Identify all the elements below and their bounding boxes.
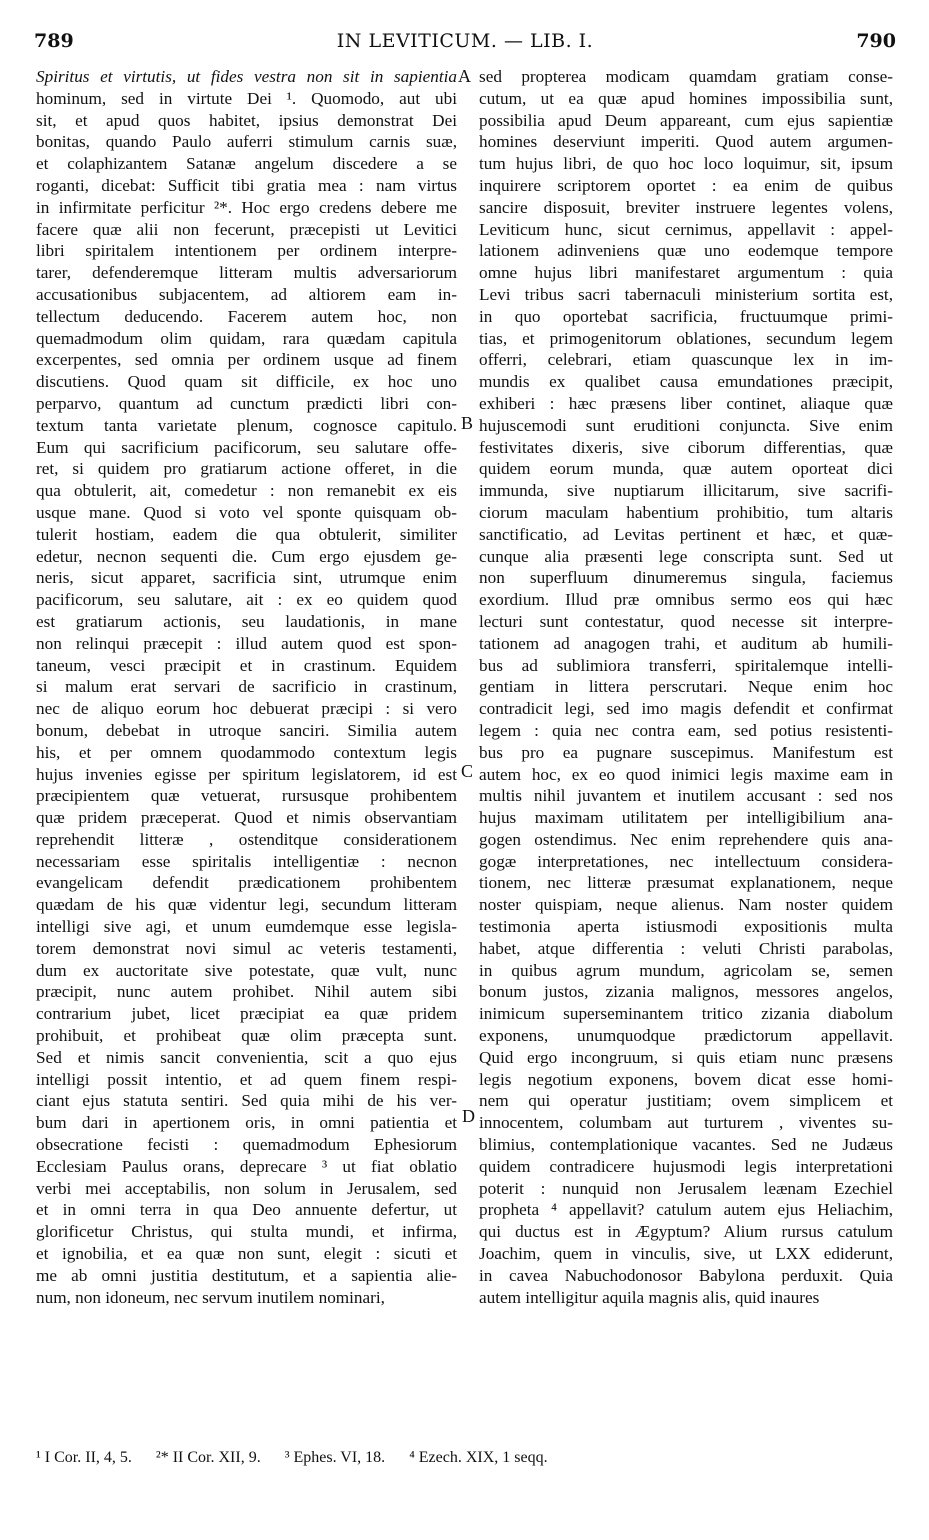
text-line: gentiam in littera perscrutari. Neque enim hoc (479, 677, 893, 697)
text-line: tellectum deducendo. Facerem autem hoc, non (36, 306, 457, 326)
text-line: tionem, nec litteræ præsumat explanationem, neque (479, 873, 893, 893)
text-line: est gratiarum actionis, seu laudationis, in mane (36, 611, 457, 631)
text-line: num, non idoneum, nec servum inutilem nominari, (36, 1287, 385, 1307)
text-line: bus pro ea pugnare suscepimus. Manifestum est (479, 742, 893, 762)
text-line: nem qui operatur justitiam; ovem simplicem et (479, 1091, 893, 1111)
text-line: taneum, vesci præcipit et in crastinum. Equidem (36, 655, 457, 675)
text-line: prohibuit, et prohibeat quæ olim præcepta sunt. (36, 1026, 457, 1046)
footnote: ⁴ Ezech. XIX, 1 seqq. (409, 1449, 548, 1466)
text-line: exponens, unumquodque prædictorum appellavit. (479, 1026, 893, 1046)
text-line: offerri, celebrari, etiam quascunque lex in im- (479, 350, 893, 370)
text-line: homines deserviunt imperiti. Quod autem argumen- (479, 132, 893, 152)
page-number-left: 789 (34, 30, 74, 52)
text-line: in cavea Nabuchodonosor Babylona perduxit. Quia (479, 1265, 893, 1285)
text-line: habet, atque differentia : veluti Christi parabolas, (479, 938, 893, 958)
text-line: quidem contradicere hujusmodi legis interpretationi (479, 1156, 893, 1176)
text-line: et colaphizantem Satanæ angelum discedere a se (36, 154, 457, 174)
text-line: si malum erat servari de sacrificio in crastinum, (36, 677, 457, 697)
text-line: ret, si quidem pro gratiarum actione offeret, in die (36, 459, 457, 479)
text-line: testimonia aperta istiusmodi expositionis multa (479, 917, 893, 937)
text-line: excerpentes, sed omnia per ordinem usque ad finem (36, 350, 457, 370)
text-line: quædam de his quæ videntur legi, secundum litteram (36, 895, 457, 915)
text-line: lationem adinveniens quæ uno eodemque tempore (479, 241, 893, 261)
text-line: torem demonstrat novi simul ac veteris testamenti, (36, 938, 457, 958)
text-line: gogæ interpretationes, nec intellectuum considera- (479, 851, 893, 871)
text-line: lecturi sunt contestatur, quod necesse sit interpre- (479, 611, 893, 631)
text-line: hujuscemodi sunt eruditioni conjuncta. Sive enim (479, 415, 893, 435)
text-line: Leviticum hunc, sicut cernimus, appellavit : appel- (479, 219, 893, 239)
text-line: quæ pridem præceperat. Quod et nimis observantiam (36, 808, 457, 828)
text-line: roganti, dicebat: Sufficit tibi gratia mea : nam virtus (36, 175, 457, 195)
text-line: in quo oportebat sacrificia, fructuumque primi- (479, 306, 893, 326)
text-line: autem intelligitur aquila magnis alis, quid inaures (479, 1287, 820, 1307)
text-line: sed propterea modicam quamdam gratiam conse- (479, 67, 893, 86)
text-line: intelligi possit intentio, et ad quem finem respi- (36, 1069, 457, 1089)
text-line: hujus maximam utilitatem per intelligibilium ana- (479, 808, 893, 828)
text-line: libri spiritalem intentionem per ordinem interpre- (36, 241, 457, 261)
text-line: Sed et nimis sancit convenientia, scit a quo ejus (36, 1047, 457, 1067)
text-line: noster quispiam, neque alienus. Nam noster quidem (479, 895, 893, 915)
text-line: usque mane. Quod si voto vel sponte quisquam ob- (36, 502, 457, 522)
margin-marker-a: A (458, 66, 471, 86)
text-line: obsecratione fecisti : quemadmodum Ephesiorum (36, 1135, 457, 1155)
text-line: necessariam esse spiritalis intelligentiæ : necnon (36, 851, 457, 871)
text-line: tationem ad anagogen trahi, et auditum ab humili- (479, 633, 893, 653)
running-title: IN LEVITICUM. — LIB. I. (336, 30, 594, 52)
text-line: in infirmitate perficitur ²*. Hoc ergo credens debere me (36, 197, 457, 217)
text-line: nec de aliquo eorum hoc debuerat præcipi : si vero (36, 699, 457, 719)
left-column (36, 66, 457, 1308)
text-line: non relinqui præcepit : illud autem quod est spon- (36, 633, 457, 653)
text-line: blimius, contemplationique vacantes. Sed ne Judæus (479, 1135, 893, 1155)
text-line: contrarium jubet, licet præcipiat ea quæ pridem (36, 1004, 457, 1024)
text-line: neris, sicut apparet, sacrificia sint, utrumque enim (36, 568, 457, 588)
text-line: hujus invenies egisse per spiritum legislatorem, id est (36, 764, 457, 784)
text-line: bonum justos, zizania malignos, messores angelos, (479, 982, 893, 1002)
text-line: bus ad sublimiora transferri, spiritalemque intelli- (479, 655, 893, 675)
text-line: gogen ostendimus. Nec enim reprehendere quis ana- (479, 829, 893, 849)
text-line: exordium. Illud præ omnibus sermo eos qui hæc (479, 590, 893, 610)
text-line: quidem eorum munda, quæ autem oporteat dici (479, 459, 893, 479)
text-line: quemadmodum olim quidam, rara quædam capitula (36, 328, 457, 348)
text-line: omne hujus libri manifestaret argumentum : quia (479, 263, 893, 283)
text-line: verbi mei acceptabilis, non solum in Jerusalem, sed (36, 1178, 457, 1198)
right-column (479, 66, 893, 1308)
text-line: festivitates dixeris, sive ciborum differentias, quæ (479, 437, 893, 457)
footnotes (36, 1449, 896, 1467)
text-line: evangelicam defendit prædicationem prohibentem (36, 873, 457, 893)
text-line: Eum qui sacrificium pacificorum, seu salutare offe- (36, 437, 457, 457)
running-header (34, 30, 896, 60)
text-line: exhiberi : hæc præsens liber continet, aliaque quæ (479, 393, 893, 413)
text-line: innocentem, columbam aut turturem , viventes su- (479, 1113, 893, 1133)
margin-marker-c: C (461, 761, 474, 781)
text-line: sancire disposuit, breviter instruere legentes volens, (479, 197, 893, 217)
text-line: discutiens. Quod quam sit difficile, ex hoc uno (36, 372, 457, 392)
text-line: dum ex auctoritate sive potestate, quæ vult, nunc (36, 960, 457, 980)
text-line: legem : quia nec contra eam, sed potius resistenti- (479, 720, 893, 740)
footnote: ¹ I Cor. II, 4, 5. (36, 1449, 132, 1466)
text-line: accusationibus subjacentem, ad altiorem eam in- (36, 284, 457, 304)
text-line: bum dari in apertionem oris, in omni patientia et (36, 1113, 457, 1133)
text-line: legis negotium exponens, bovem dicat esse homi- (479, 1069, 893, 1089)
text-line: textum tanta varietate plenum, cognosce capitulo. (36, 415, 457, 435)
text-line: bonitas, quando Paulo auferri stimulum carnis suæ, (36, 132, 457, 152)
text-line: contradicit legi, sed imo magis defendit et confirmat (479, 699, 893, 719)
text-line: multis nihil juvantem et inutilem accusant : sed nos (479, 786, 893, 806)
text-line: autem hoc, ex eo quod inimici legis maxime eam in (479, 764, 893, 784)
text-line: ciorum maculam habentium prohibitio, tum altaris (479, 502, 893, 522)
text-line: mundis ex qualibet causa emundationes præcipit, (479, 372, 893, 392)
text-line: non superfluum dinumeremus singula, faciemus (479, 568, 893, 588)
text-line: et in omni terra in qua Deo annuente defertur, ut (36, 1200, 457, 1220)
text-line: Levi tribus sacri tabernaculi ministerium sortita est, (479, 284, 893, 304)
page-number-right: 790 (856, 30, 896, 52)
text-line: inimicum superseminantem tritico zizania diabolum (479, 1004, 893, 1024)
text-line: Ecclesiam Paulus orans, deprecare ³ ut fiat oblatio (36, 1156, 457, 1176)
text-line: cunque alia præsenti lege conscripta sunt. Sed ut (479, 546, 893, 566)
text-line: cutum, ut ea quæ apud homines impossibilia sunt, (479, 88, 893, 108)
text-line: qua obtulerit, ait, comedetur : non remanebit ex eis (36, 481, 457, 501)
text-line: facere quæ alii non fecerunt, præcepisti ut Levitici (36, 219, 457, 239)
text-line: edetur, necnon sequenti die. Cum ergo ejusdem ge- (36, 546, 457, 566)
text-line: sanctificatio, ad Levitas pertinent et hæc, et quæ- (479, 524, 893, 544)
footnote: ³ Ephes. VI, 18. (284, 1449, 386, 1466)
text-line: tulerit hostiam, eadem die qua obtulerit, similiter (36, 524, 457, 544)
text-line: bonum, debebat in utroque sanciri. Similia autem (36, 720, 457, 740)
margin-marker-b: B (461, 413, 474, 433)
text-line: perparvo, quantum ad cunctum prædicti libri con- (36, 393, 457, 413)
text-line: tarer, defenderemque litteram multis adversariorum (36, 263, 457, 283)
text-line: qui ductus est in Ægyptum? Alium rursus catulum (479, 1222, 893, 1242)
text-line: reprehendit litteræ , ostenditque considerationem (36, 829, 457, 849)
text-line: poterit : nunquid non Jerusalem leænam Ezechiel (479, 1178, 893, 1198)
text-line: pacificorum, seu salutare, ait : ex eo quidem quod (36, 590, 457, 610)
text-line: his, et per omnem quodammodo contextum legis (36, 742, 457, 762)
text-line: ciant ejus statuta sentiri. Sed quia mihi de his ver- (36, 1091, 457, 1111)
text-line: Joachim, quem in vinculis, sive, ut LXX ediderunt, (479, 1244, 893, 1264)
text-line: immunda, sive nuptiarum illicitarum, sive sacrifi- (479, 481, 893, 501)
text-line: Quid ergo incongruum, si quis etiam nunc præsens (479, 1047, 893, 1067)
footnote: ²* II Cor. XII, 9. (155, 1449, 261, 1466)
margin-marker-d: D (462, 1106, 475, 1126)
text-line: et ignobilia, et ea quæ non sunt, elegit : sicuti et (36, 1244, 457, 1264)
text-line: possibilia apud Deum appareant, cum ejus sapientiæ (479, 110, 893, 130)
text-line: tum hujus libri, de quo hoc loco loquimur, sit, ipsum (479, 154, 893, 174)
text-line: præcipit, nunc autem prohibet. Nihil autem sibi (36, 982, 457, 1002)
text-line: intelligi sive agi, et unum eumdemque esse legisla- (36, 917, 457, 937)
text-line: hominum, sed in virtute Dei ¹. Quomodo, aut ubi (36, 88, 457, 108)
text-line: Spiritus et virtutis, ut fides vestra non sit in sapientia (36, 67, 457, 86)
text-line: inquirere scriptorem oportet : ea enim de quibus (479, 175, 893, 195)
text-line: in quibus agrum mundum, agricolam se, semen (479, 960, 893, 980)
text-line: sit, et apud quos habitet, ipsius demonstrat Dei (36, 110, 457, 130)
text-line: propheta ⁴ appellavit? catulum autem ejus Heliachim, (479, 1200, 893, 1220)
text-line: me ab omni justitia destitutum, et a sapientia alie- (36, 1265, 457, 1285)
text-line: præcipientem quæ vetuerat, rursusque prohibentem (36, 786, 457, 806)
text-line: glorificetur Christus, qui stulta mundi, et infirma, (36, 1222, 457, 1242)
text-line: tias, et primogenitorum oblationes, secundum legem (479, 328, 893, 348)
